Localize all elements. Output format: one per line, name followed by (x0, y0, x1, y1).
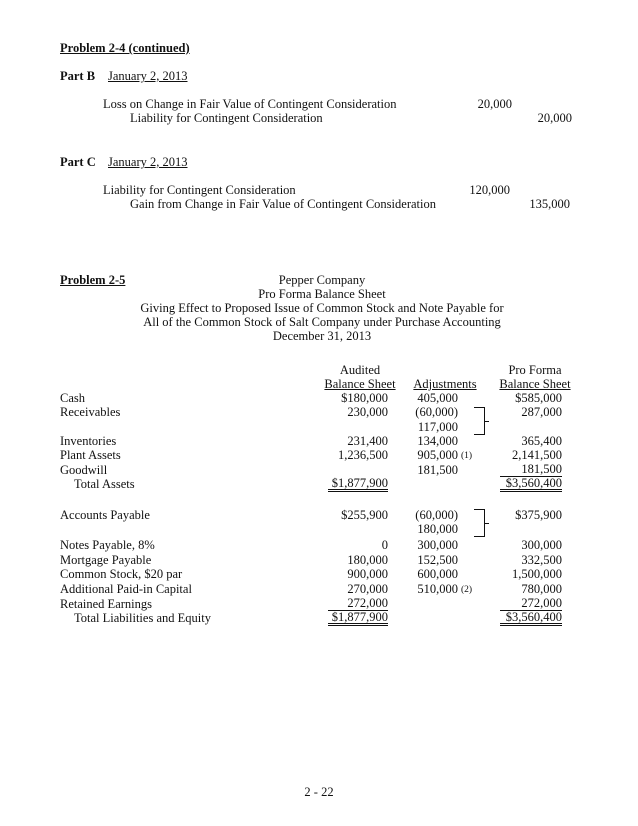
row-label: Inventories (60, 434, 117, 448)
row-label: Receivables (60, 405, 121, 419)
journal-credit-amount: 135,000 (529, 197, 570, 211)
col-header-audited-bs: Balance Sheet (324, 377, 396, 391)
col-header-adjustments: Adjustments (413, 377, 477, 391)
adjustment-value: (60,000) (415, 508, 458, 522)
proforma-value: 780,000 (521, 582, 562, 596)
part-b-label: Part B (60, 69, 96, 83)
problem-2-5-heading: Problem 2-5 (60, 273, 126, 287)
statement-date: December 31, 2013 (272, 329, 372, 343)
adjustment-value: 181,500 (417, 463, 458, 477)
proforma-value: 287,000 (521, 405, 562, 419)
audited-total: $1,877,900 (328, 611, 388, 626)
adjustment-value: 134,000 (417, 434, 458, 448)
audited-value: 230,000 (347, 405, 388, 419)
problem-2-4-heading: Problem 2-4 (continued) (60, 41, 190, 55)
adjustment-value: 405,000 (417, 391, 458, 405)
audited-value: 231,400 (347, 434, 388, 448)
row-label: Accounts Payable (60, 508, 150, 522)
adjustment-value: (60,000) (415, 405, 458, 419)
journal-debit-amount: 20,000 (477, 97, 512, 111)
row-label: Additional Paid-in Capital (60, 582, 192, 596)
part-b-date: January 2, 2013 (108, 69, 188, 83)
proforma-value: 2,141,500 (512, 448, 562, 462)
row-label: Cash (60, 391, 85, 405)
proforma-value: 365,400 (521, 434, 562, 448)
adjustment-value: 600,000 (417, 567, 458, 581)
journal-credit-account: Gain from Change in Fair Value of Contingent Consideration (130, 197, 436, 211)
row-label: Notes Payable, 8% (60, 538, 155, 552)
journal-debit-account: Liability for Contingent Consideration (103, 183, 296, 197)
col-header-proforma-bs: Balance Sheet (499, 377, 571, 391)
proforma-value: $375,900 (515, 508, 562, 522)
adjustment-value: 180,000 (417, 522, 458, 536)
adjustment-value: 300,000 (417, 538, 458, 552)
journal-debit-account: Loss on Change in Fair Value of Contingent Consideration (103, 97, 397, 111)
audited-value: $255,900 (341, 508, 388, 522)
adjustment-note: (2) (461, 585, 473, 595)
proforma-value: 300,000 (521, 538, 562, 552)
row-label-total: Total Liabilities and Equity (74, 611, 211, 625)
adjustment-value: 510,000 (417, 582, 458, 596)
adjustment-value: 152,500 (417, 553, 458, 567)
audited-value: $180,000 (341, 391, 388, 405)
audited-value: 900,000 (347, 567, 388, 581)
page-number: 2 - 22 (304, 785, 334, 799)
row-label-total: Total Assets (74, 477, 135, 491)
company-name: Pepper Company (278, 273, 366, 287)
row-label: Retained Earnings (60, 597, 152, 611)
audited-value: 272,000 (328, 597, 388, 611)
row-label: Common Stock, $20 par (60, 567, 183, 581)
proforma-total: $3,560,400 (500, 477, 562, 492)
part-c-label: Part C (60, 155, 96, 169)
audited-value: 270,000 (347, 582, 388, 596)
audited-value: 180,000 (347, 553, 388, 567)
proforma-value: 1,500,000 (512, 567, 562, 581)
audited-total: $1,877,900 (328, 477, 388, 492)
proforma-value: $585,000 (515, 391, 562, 405)
statement-subtitle: All of the Common Stock of Salt Company under Purchase Accounting (143, 315, 501, 329)
adjustment-value: 905,000 (417, 448, 458, 462)
statement-subtitle: Giving Effect to Proposed Issue of Common Stock and Note Payable for (140, 301, 504, 315)
proforma-total: $3,560,400 (500, 611, 562, 626)
proforma-value: 332,500 (521, 553, 562, 567)
row-label: Goodwill (60, 463, 108, 477)
proforma-value: 272,000 (500, 597, 562, 611)
col-header-audited: Audited (339, 363, 381, 377)
adjustment-note: (1) (461, 451, 473, 461)
statement-title: Pro Forma Balance Sheet (258, 287, 386, 301)
proforma-value: 181,500 (500, 463, 562, 477)
journal-debit-amount: 120,000 (469, 183, 510, 197)
adjustment-value: 117,000 (417, 420, 458, 434)
col-header-proforma: Pro Forma (508, 363, 562, 377)
audited-value: 1,236,500 (338, 448, 388, 462)
part-c-date: January 2, 2013 (108, 155, 188, 169)
journal-credit-account: Liability for Contingent Consideration (130, 111, 323, 125)
journal-credit-amount: 20,000 (537, 111, 572, 125)
row-label: Mortgage Payable (60, 553, 152, 567)
audited-value: 0 (381, 538, 388, 552)
row-label: Plant Assets (60, 448, 121, 462)
